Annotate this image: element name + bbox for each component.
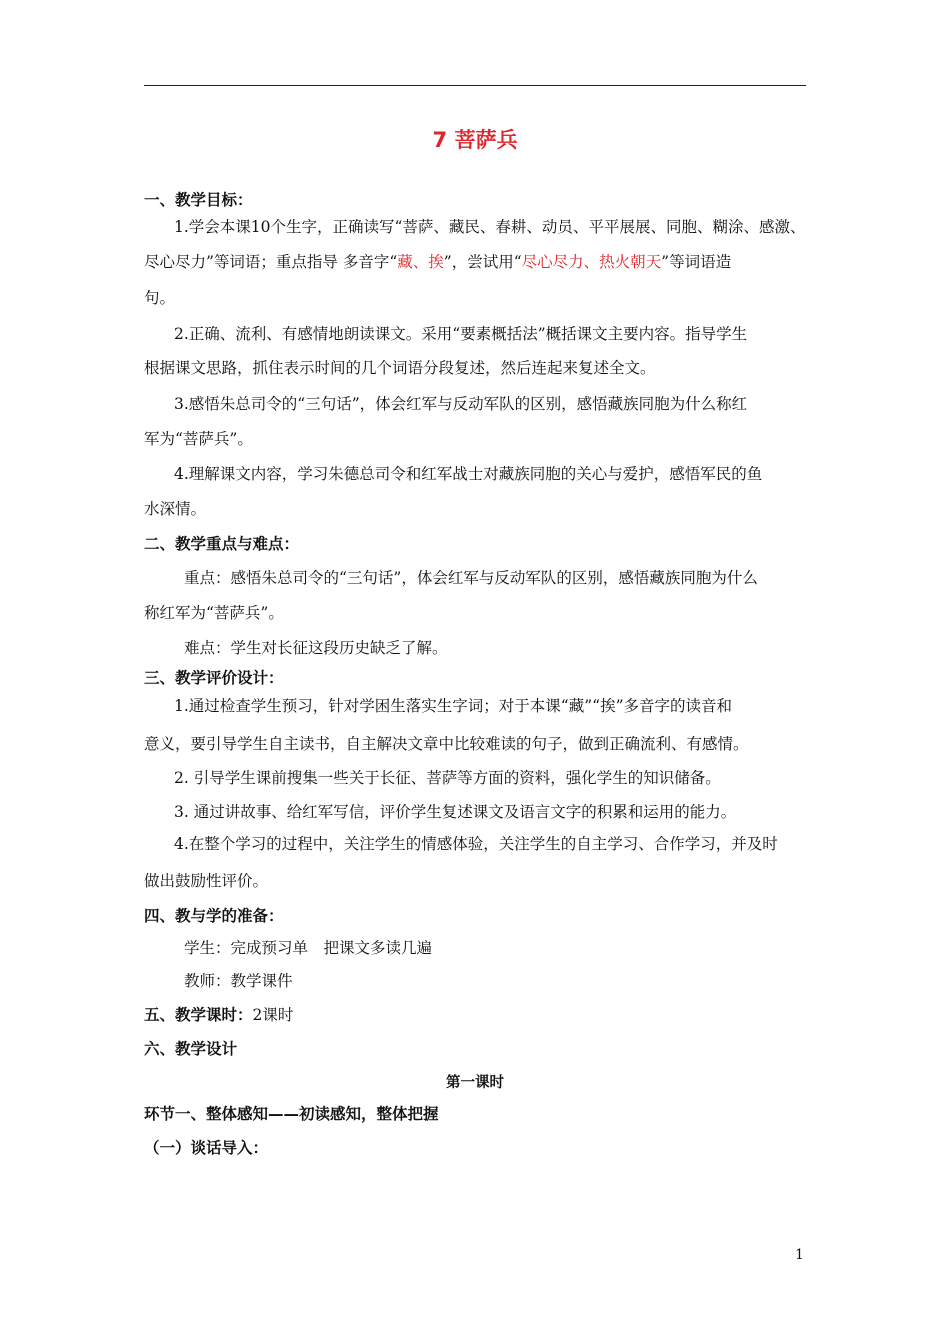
periods-value: 2课时: [252, 1006, 294, 1024]
step-1-heading: 环节一、整体感知——初读感知，整体把握: [144, 1105, 439, 1123]
evaluation-3: 3. 通过讲故事、给红军写信，评价学生复述课文及语言文字的积累和运用的能力。: [174, 803, 737, 821]
objective-3-line-1: 3.感悟朱总司令的“三句话”，体会红军与反动军队的区别，感悟藏族同胞为什么称红: [174, 395, 748, 413]
evaluation-4-line-1: 4.在整个学习的过程中，关注学生的情感体验，关注学生的自主学习、合作学习，并及时: [174, 835, 778, 853]
preparation-students: 学生：完成预习单 把课文多读几遍: [184, 939, 433, 957]
section-heading-objectives: 一、教学目标：: [144, 191, 253, 209]
document-title: 7 菩萨兵: [432, 128, 518, 152]
evaluation-2: 2. 引导学生课前搜集一些关于长征、菩萨等方面的资料，强化学生的知识储备。: [174, 769, 721, 787]
highlight-polyphonic-chars: 藏、挨: [397, 253, 444, 271]
section-heading-evaluation: 三、教学评价设计：: [144, 669, 284, 687]
text-segment: ”，尝试用“: [443, 253, 522, 271]
objective-2-line-2: 根据课文思路，抓住表示时间的几个词语分段复述，然后连起来复述全文。: [144, 359, 656, 377]
preparation-teacher: 教师：教学课件: [184, 972, 293, 990]
step-1-subheading: （一）谈话导入：: [144, 1139, 269, 1157]
highlight-phrases: 尽心尽力、热火朝天: [521, 253, 662, 271]
key-point-line-2: 称红军为“菩萨兵”。: [144, 604, 284, 622]
objective-1-line-2: [144, 250, 731, 272]
key-point-line-1: 重点：感悟朱总司令的“三句话”，体会红军与反动军队的区别，感悟藏族同胞为什么: [184, 569, 758, 587]
section-heading-design: 六、教学设计: [144, 1040, 238, 1058]
objective-4-line-1: 4.理解课文内容，学习朱德总司令和红军战士对藏族同胞的关心与爱护，感悟军民的鱼: [174, 465, 763, 483]
header-rule: [144, 85, 806, 86]
difficulty-line: 难点：学生对长征这段历史缺乏了解。: [184, 639, 448, 657]
objective-4-line-2: 水深情。: [144, 500, 207, 518]
page-number: 1: [795, 1247, 804, 1263]
text-segment: 尽心尽力”等词语；重点指导 多音字“: [144, 253, 398, 271]
objective-3-line-2: 军为“菩萨兵”。: [144, 430, 253, 448]
evaluation-1-line-2: 意义，要引导学生自主读书，自主解决文章中比较难读的句子，做到正确流利、有感情。: [144, 735, 749, 753]
lesson-periods-line: [144, 1003, 293, 1025]
objective-1-line-1: 1.学会本课10个生字，正确读写“菩萨、藏民、春耕、动员、平平展展、同胞、糊涂、感激、: [174, 218, 806, 236]
section-heading-key-points: 二、教学重点与难点：: [144, 535, 300, 553]
section-heading-preparation: 四、教与学的准备：: [144, 907, 284, 925]
objective-2-line-1: 2.正确、流利、有感情地朗读课文。采用“要素概括法”概括课文主要内容。指导学生: [174, 325, 748, 343]
objective-1-line-3: 句。: [144, 289, 176, 307]
lesson-title: 第一课时: [446, 1075, 504, 1091]
evaluation-1-line-1: 1.通过检查学生预习，针对学困生落实生字词；对于本课“藏”“挨”多音字的读音和: [174, 697, 732, 715]
evaluation-4-line-2: 做出鼓励性评价。: [144, 872, 269, 890]
section-heading-periods: 五、教学课时：: [144, 1006, 253, 1024]
text-segment: ”等词语造: [661, 253, 732, 271]
